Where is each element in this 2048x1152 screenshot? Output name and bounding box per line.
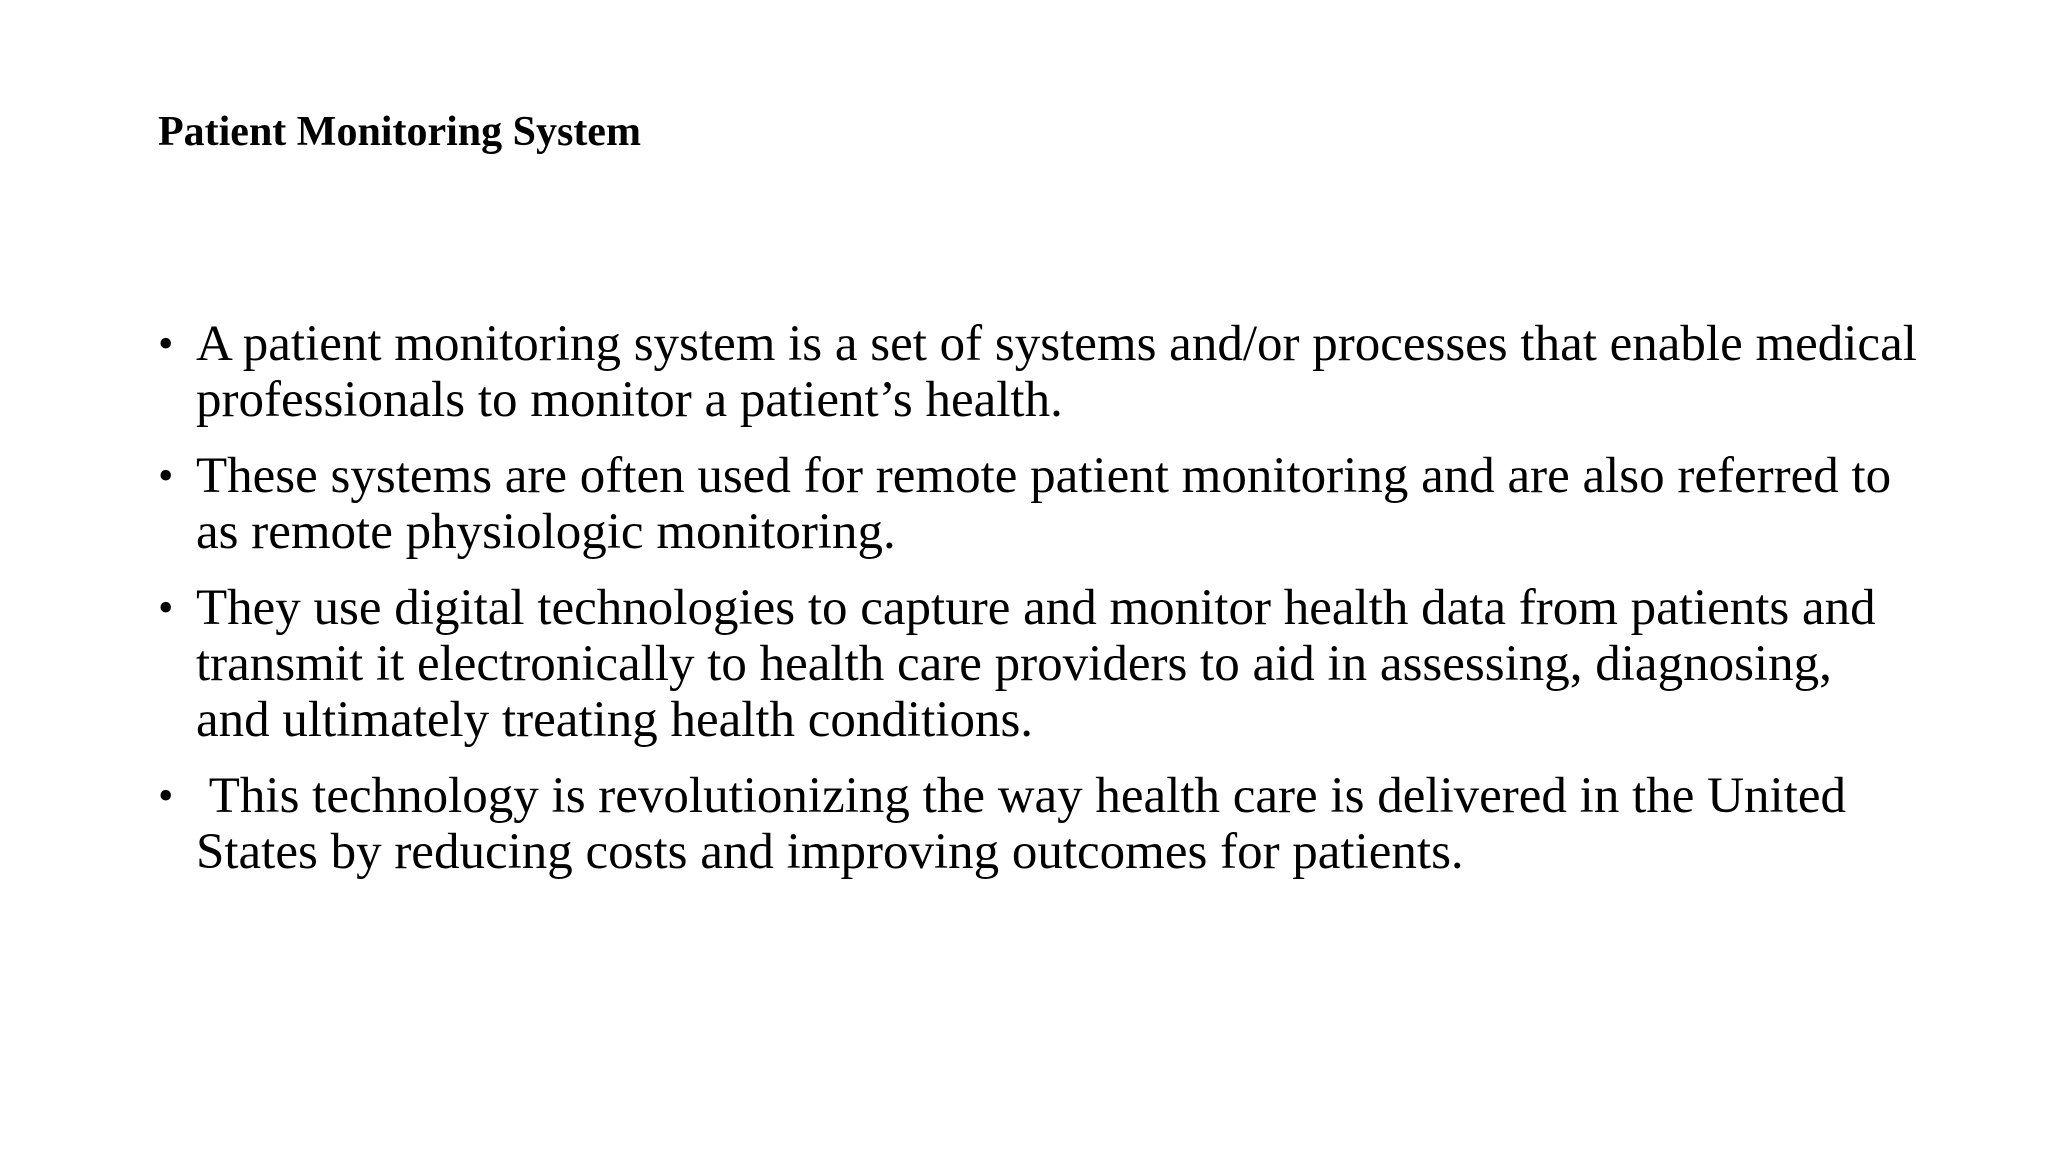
bullet-item <box>158 580 1918 748</box>
bullet-text: They use digital technologies to capture and monitor health data from patients and transmit it electronically to health care providers to aid in assessing, diagnosing, and ultimately treating health conditions. <box>196 580 1876 748</box>
slide-title: Patient Monitoring System <box>158 109 641 155</box>
bullet-list <box>158 316 1918 900</box>
bullet-icon: • <box>158 319 174 368</box>
bullet-item <box>158 448 1918 560</box>
bullet-icon: • <box>158 583 174 632</box>
bullet-icon: • <box>158 451 174 500</box>
bullet-text: These systems are often used for remote patient monitoring and are also referred to as remote physiologic monitoring. <box>196 448 1892 560</box>
bullet-text: A patient monitoring system is a set of systems and/or processes that enable medical professionals to monitor a patient’s health. <box>196 316 1917 428</box>
bullet-icon: • <box>158 771 174 820</box>
bullet-item <box>158 768 1918 880</box>
bullet-text: This technology is revolutionizing the way health care is delivered in the United States by reducing costs and improving outcomes for patients. <box>196 768 1859 880</box>
bullet-item <box>158 316 1918 428</box>
